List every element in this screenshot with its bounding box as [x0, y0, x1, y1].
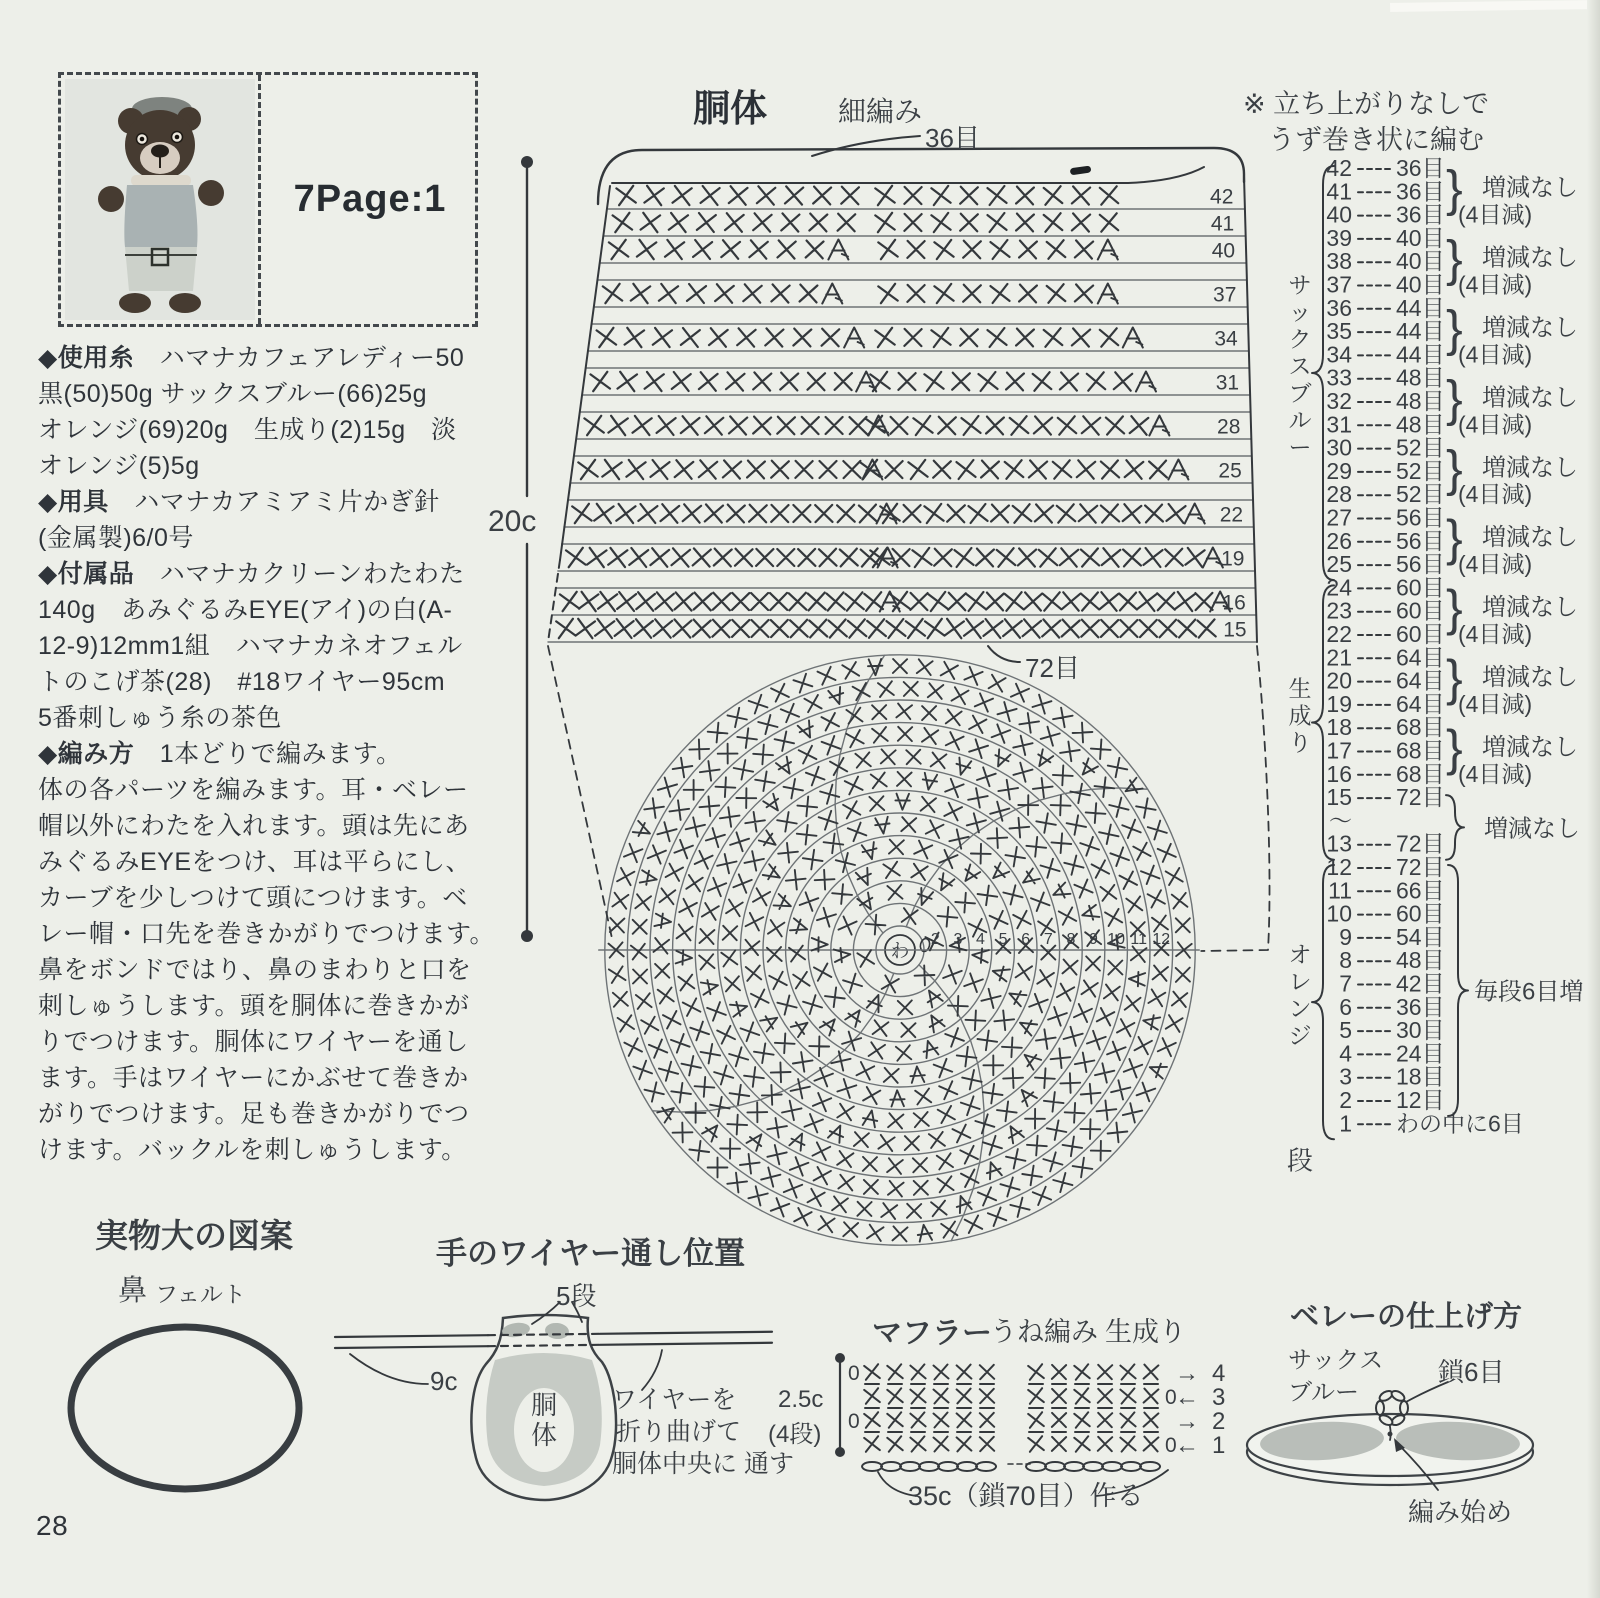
materials-line: りでつけます。胴体にワイヤーを通し	[38, 1028, 469, 1056]
svg-text:41: 41	[1210, 212, 1235, 236]
beret-color-line-2: ブルー	[1288, 1379, 1360, 1406]
svg-text:68目: 68目	[1396, 760, 1445, 787]
svg-text:増減なし: 増減なし	[1482, 384, 1578, 412]
svg-text:36目: 36目	[1396, 155, 1445, 181]
svg-text:4: 4	[1212, 1360, 1226, 1387]
svg-text:68目: 68目	[1396, 737, 1445, 764]
svg-text:成: 成	[1288, 702, 1312, 729]
materials-line: 12-9)12mm1組 ハマナカネオフェル	[38, 632, 463, 660]
svg-text:(4目減): (4目減)	[1458, 271, 1533, 298]
svg-text:1: 1	[1339, 1110, 1352, 1137]
svg-text:12: 12	[1152, 931, 1171, 948]
svg-text:わ: わ	[890, 941, 910, 962]
muffler-stitch-label: うね編み	[990, 1317, 1098, 1347]
svg-text:→: →	[1175, 1360, 1199, 1387]
materials-line: オレンジ(5)5g	[38, 452, 200, 480]
hand-wire-width-label: 9c	[430, 1366, 458, 1396]
svg-text:→: →	[1175, 1408, 1199, 1435]
svg-text:22: 22	[1219, 503, 1244, 527]
svg-text:72目: 72目	[1396, 830, 1445, 857]
svg-text:2: 2	[1212, 1408, 1226, 1435]
svg-text:0: 0	[1165, 1434, 1177, 1457]
svg-text:64目: 64目	[1396, 667, 1445, 694]
svg-text:25: 25	[1218, 459, 1242, 483]
page-reference: 7Page:1	[293, 178, 447, 220]
hand-wire-title: 手のワイヤー通し位置	[436, 1236, 746, 1271]
svg-text:39: 39	[1326, 224, 1352, 251]
svg-text:64目: 64目	[1396, 690, 1445, 717]
svg-text:11: 11	[1130, 931, 1148, 948]
svg-text:9: 9	[1089, 931, 1098, 948]
svg-text:ス: ス	[1288, 353, 1312, 380]
svg-text:11: 11	[1328, 877, 1352, 904]
svg-text:35: 35	[1326, 318, 1352, 345]
materials-line: 刺しゅうします。頭を胴体に巻きかが	[38, 992, 470, 1020]
materials-line: ◆使用糸 ハマナカフェアレディー50	[38, 344, 465, 372]
svg-text:33: 33	[1326, 364, 1352, 391]
page-number: 28	[36, 1510, 69, 1541]
svg-text:24: 24	[1326, 574, 1352, 601]
svg-text:23: 23	[1326, 597, 1352, 624]
svg-text:増減なし: 増減なし	[1482, 244, 1578, 272]
svg-text:オ: オ	[1288, 941, 1312, 968]
svg-text:25: 25	[1326, 551, 1352, 578]
svg-text:19: 19	[1326, 690, 1352, 717]
svg-text:40目: 40目	[1396, 224, 1445, 251]
scan-page-edge	[1587, 0, 1600, 1598]
svg-text:13: 13	[1326, 830, 1352, 857]
svg-text:52目: 52目	[1396, 457, 1445, 484]
svg-text:60目: 60目	[1396, 574, 1445, 601]
svg-text:18: 18	[1326, 714, 1352, 741]
bear-photo	[65, 79, 255, 320]
hand-wire-note-2: 折り曲げて	[616, 1418, 742, 1446]
svg-text:3: 3	[1339, 1063, 1352, 1090]
materials-line: けます。バックルを刺しゅうします。	[38, 1136, 467, 1164]
svg-text:42: 42	[1210, 185, 1234, 209]
svg-text:ジ: ジ	[1288, 1022, 1312, 1049]
svg-text:68目: 68目	[1396, 714, 1445, 741]
svg-text:40: 40	[1326, 201, 1352, 228]
materials-and-instructions	[38, 340, 508, 1168]
svg-text:15: 15	[1223, 618, 1247, 642]
svg-text:ク: ク	[1288, 326, 1312, 353]
svg-text:40目: 40目	[1396, 271, 1445, 298]
svg-text:72目: 72目	[1396, 784, 1445, 811]
svg-text:28: 28	[1217, 415, 1241, 439]
svg-text:増減なし: 増減なし	[1484, 815, 1580, 843]
svg-text:}: }	[1446, 300, 1463, 357]
svg-text:}: }	[1446, 370, 1463, 427]
svg-text:4: 4	[1339, 1040, 1352, 1067]
materials-line: トのこげ茶(28) #18ワイヤー95cm	[38, 668, 446, 696]
svg-text:16: 16	[1222, 591, 1246, 615]
muffler-foundation-label: 35c（鎖70目）作る	[908, 1481, 1144, 1511]
svg-text:34: 34	[1214, 327, 1238, 351]
svg-text:}: }	[1446, 160, 1463, 217]
svg-text:60目: 60目	[1396, 597, 1445, 624]
materials-line: みぐるみEYEをつけ、耳は平らにし、	[38, 848, 472, 876]
nose-pattern-title: 実物大の図案	[95, 1217, 293, 1254]
svg-text:り: り	[1288, 729, 1312, 756]
svg-text:37: 37	[1213, 283, 1237, 307]
hand-wire-rows-label: 5段	[556, 1281, 597, 1311]
svg-text:ー: ー	[1288, 434, 1312, 461]
height-dimension-label: 20c	[488, 505, 537, 538]
svg-text:}: }	[1446, 649, 1463, 706]
svg-text:48目: 48目	[1396, 947, 1445, 974]
svg-text:12目: 12目	[1396, 1087, 1445, 1113]
svg-text:31: 31	[1326, 411, 1352, 438]
svg-text:36目: 36目	[1396, 993, 1445, 1020]
svg-text:増減なし: 増減なし	[1482, 733, 1578, 761]
svg-text:4: 4	[976, 931, 985, 948]
svg-text:19: 19	[1221, 547, 1245, 571]
svg-text:56目: 56目	[1396, 527, 1445, 554]
svg-text:(4目減): (4目減)	[1458, 760, 1533, 787]
svg-text:ブ: ブ	[1288, 380, 1312, 407]
svg-text:胴: 胴	[530, 1390, 558, 1420]
svg-text:42目: 42目	[1396, 970, 1445, 997]
svg-text:6: 6	[1021, 931, 1031, 948]
svg-text:44目: 44目	[1396, 294, 1445, 321]
photo-box	[58, 72, 478, 327]
svg-text:段: 段	[1286, 1145, 1314, 1176]
svg-text:わの中に6目: わの中に6目	[1396, 1110, 1524, 1137]
svg-text:毎段6目増: 毎段6目増	[1474, 978, 1584, 1006]
materials-line: (金属製)6/0号	[38, 524, 194, 552]
svg-text:←: ←	[1175, 1432, 1199, 1459]
materials-line: オレンジ(69)20g 生成り(2)15g 淡	[38, 416, 457, 444]
svg-text:48目: 48目	[1396, 388, 1445, 414]
hand-wire-note-1: ワイヤーを	[612, 1386, 737, 1414]
svg-text:60目: 60目	[1396, 900, 1445, 927]
beret-start-label: 編み始め	[1408, 1497, 1513, 1527]
svg-text:31: 31	[1215, 371, 1240, 395]
svg-text:21: 21	[1326, 644, 1352, 671]
svg-text:36目: 36目	[1396, 178, 1445, 205]
svg-text:増減なし: 増減なし	[1482, 174, 1578, 202]
svg-text:37: 37	[1326, 271, 1352, 298]
svg-text:66目: 66目	[1396, 877, 1445, 904]
svg-text:10: 10	[1326, 900, 1352, 927]
svg-text:生: 生	[1288, 675, 1312, 702]
materials-line: ◆用具 ハマナカアミアミ片かぎ針	[38, 488, 440, 516]
svg-text:(4目減): (4目減)	[1458, 481, 1533, 508]
svg-text:ッ: ッ	[1288, 299, 1312, 326]
svg-text:体: 体	[530, 1420, 558, 1450]
svg-text:}: }	[1446, 719, 1463, 776]
svg-text:}: }	[1446, 580, 1463, 637]
note-line-2: うず巻き状に編む	[1268, 125, 1484, 155]
svg-text:増減なし: 増減なし	[1482, 314, 1578, 342]
materials-line: レー帽・口先を巻きかがりでつけます。	[38, 920, 496, 948]
svg-text:0: 0	[1165, 1386, 1177, 1409]
muffler-color-label: 生成り	[1105, 1317, 1186, 1347]
muffler-title: マフラー	[872, 1317, 992, 1350]
svg-text:40目: 40目	[1396, 248, 1445, 275]
svg-text:サ: サ	[1288, 272, 1312, 299]
materials-line: 帽以外にわたを入れます。頭は先にあ	[38, 812, 470, 840]
svg-text:20: 20	[1326, 667, 1352, 694]
svg-text:8: 8	[1066, 931, 1076, 948]
svg-text:増減なし: 増減なし	[1482, 594, 1578, 622]
svg-text:24目: 24目	[1396, 1040, 1445, 1067]
svg-text:(4目減): (4目減)	[1458, 551, 1533, 578]
beret-color-line-1: サックス	[1288, 1347, 1384, 1374]
nose-pattern-ellipse	[71, 1327, 299, 1489]
svg-text:15: 15	[1326, 784, 1352, 811]
materials-line: 体の各パーツを編みます。耳・ベレー	[38, 776, 469, 804]
svg-text:レ: レ	[1288, 968, 1312, 995]
row-count-table	[1287, 155, 1583, 1175]
svg-text:40: 40	[1211, 239, 1236, 263]
svg-text:18目: 18目	[1396, 1063, 1445, 1090]
svg-text:44目: 44目	[1396, 341, 1445, 368]
svg-text:(4目減): (4目減)	[1458, 411, 1533, 438]
svg-text:8: 8	[1339, 947, 1352, 974]
note-line-1: ※ 立ち上がりなしで	[1243, 89, 1490, 119]
svg-text:10: 10	[1107, 931, 1125, 948]
svg-text:72目: 72目	[1396, 854, 1445, 880]
svg-text:増減なし: 増減なし	[1482, 524, 1578, 552]
svg-text:41: 41	[1326, 178, 1352, 205]
materials-line: がりでつけます。足も巻きかがりでつ	[38, 1100, 470, 1128]
svg-text:ン: ン	[1288, 995, 1312, 1022]
svg-text:増減なし: 増減なし	[1482, 454, 1578, 482]
svg-text:}: }	[1446, 510, 1463, 567]
svg-text:(4目減): (4目減)	[1458, 201, 1533, 228]
beret-title: ベレーの仕上げ方	[1290, 1301, 1523, 1333]
beret-chain-label: 鎖6目	[1438, 1357, 1505, 1387]
bottom-stitch-count-label: 72目	[1025, 653, 1080, 683]
body-chart-circle	[548, 646, 1270, 1245]
svg-text:32: 32	[1326, 388, 1352, 414]
svg-text:54目: 54目	[1396, 923, 1445, 950]
svg-text:3: 3	[1212, 1384, 1226, 1411]
top-stitch-count-label: 36目	[925, 123, 980, 153]
svg-text:56目: 56目	[1396, 504, 1445, 531]
svg-text:17: 17	[1326, 737, 1352, 764]
svg-text:36目: 36目	[1396, 201, 1445, 228]
materials-line: 140g あみぐるみEYE(アイ)の白(A-	[38, 596, 453, 624]
materials-line: ます。手はワイヤーにかぶせて巻きか	[38, 1064, 469, 1092]
svg-text:52目: 52目	[1396, 434, 1445, 461]
svg-text:12: 12	[1326, 854, 1352, 880]
materials-line: カーブを少しつけて頭につけます。ベ	[38, 884, 468, 912]
svg-text:7: 7	[1339, 970, 1352, 997]
svg-text:44目: 44目	[1396, 318, 1445, 345]
svg-text:48目: 48目	[1396, 364, 1445, 391]
svg-text:56目: 56目	[1396, 551, 1445, 578]
svg-text:34: 34	[1326, 341, 1352, 368]
svg-text:}: }	[1446, 230, 1463, 287]
svg-text:3: 3	[953, 931, 963, 948]
materials-line: ◆編み方 1本どりで編みます。	[38, 740, 402, 768]
materials-line: 5番刺しゅう糸の茶色	[38, 704, 282, 732]
materials-line: ◆付属品 ハマナカクリーンわたわた	[38, 560, 465, 588]
nose-material-label: フェルト	[155, 1281, 246, 1307]
svg-text:22: 22	[1326, 621, 1352, 647]
svg-text:48目: 48目	[1396, 411, 1445, 438]
svg-text:2: 2	[1339, 1087, 1352, 1113]
svg-text:0: 0	[848, 1410, 860, 1433]
svg-text:5: 5	[1339, 1017, 1352, 1044]
svg-text:6: 6	[1339, 993, 1352, 1020]
svg-text:7: 7	[1043, 931, 1053, 948]
svg-text:30目: 30目	[1396, 1017, 1445, 1044]
svg-text:1: 1	[1212, 1432, 1226, 1459]
svg-text:52目: 52目	[1396, 481, 1445, 508]
svg-text:64目: 64目	[1396, 644, 1445, 671]
svg-text:ル: ル	[1288, 407, 1312, 434]
svg-text:30: 30	[1326, 434, 1352, 461]
svg-text:←: ←	[1175, 1384, 1199, 1411]
chart-title: 胴体	[693, 88, 767, 129]
nose-part-label: 鼻	[118, 1275, 148, 1307]
svg-text:2: 2	[930, 931, 940, 948]
body-chart-trapezoid	[521, 136, 1257, 942]
svg-text:28: 28	[1326, 481, 1352, 508]
svg-text:16: 16	[1326, 760, 1352, 787]
materials-line: 黒(50)50g サックスブルー(66)25g	[38, 380, 428, 408]
muffler-height-sub: (4段)	[768, 1421, 822, 1448]
stitch-type-label: 細編み	[838, 96, 923, 127]
svg-text:60目: 60目	[1396, 621, 1445, 647]
svg-text:27: 27	[1326, 504, 1352, 531]
svg-text:0: 0	[848, 1362, 860, 1385]
svg-text:5: 5	[998, 931, 1008, 948]
svg-text:}: }	[1446, 440, 1463, 497]
svg-text:29: 29	[1326, 457, 1352, 484]
svg-text:(4目減): (4目減)	[1458, 621, 1533, 647]
muffler-height-label: 2.5c	[778, 1386, 824, 1413]
svg-text:38: 38	[1326, 248, 1352, 275]
hand-wire-note-3: 胴体中央に 通す	[612, 1450, 794, 1478]
bear-illustration	[65, 79, 255, 320]
materials-line: 鼻をボンドではり、鼻のまわりと口を	[38, 956, 472, 984]
svg-text:42: 42	[1326, 155, 1352, 181]
svg-text:26: 26	[1326, 527, 1352, 554]
svg-text:増減なし: 増減なし	[1482, 663, 1578, 691]
svg-text:9: 9	[1339, 923, 1352, 950]
svg-text:〜: 〜	[1329, 807, 1352, 834]
svg-text:(4目減): (4目減)	[1458, 690, 1533, 717]
svg-text:36: 36	[1326, 294, 1352, 321]
svg-text:(4目減): (4目減)	[1458, 341, 1533, 368]
